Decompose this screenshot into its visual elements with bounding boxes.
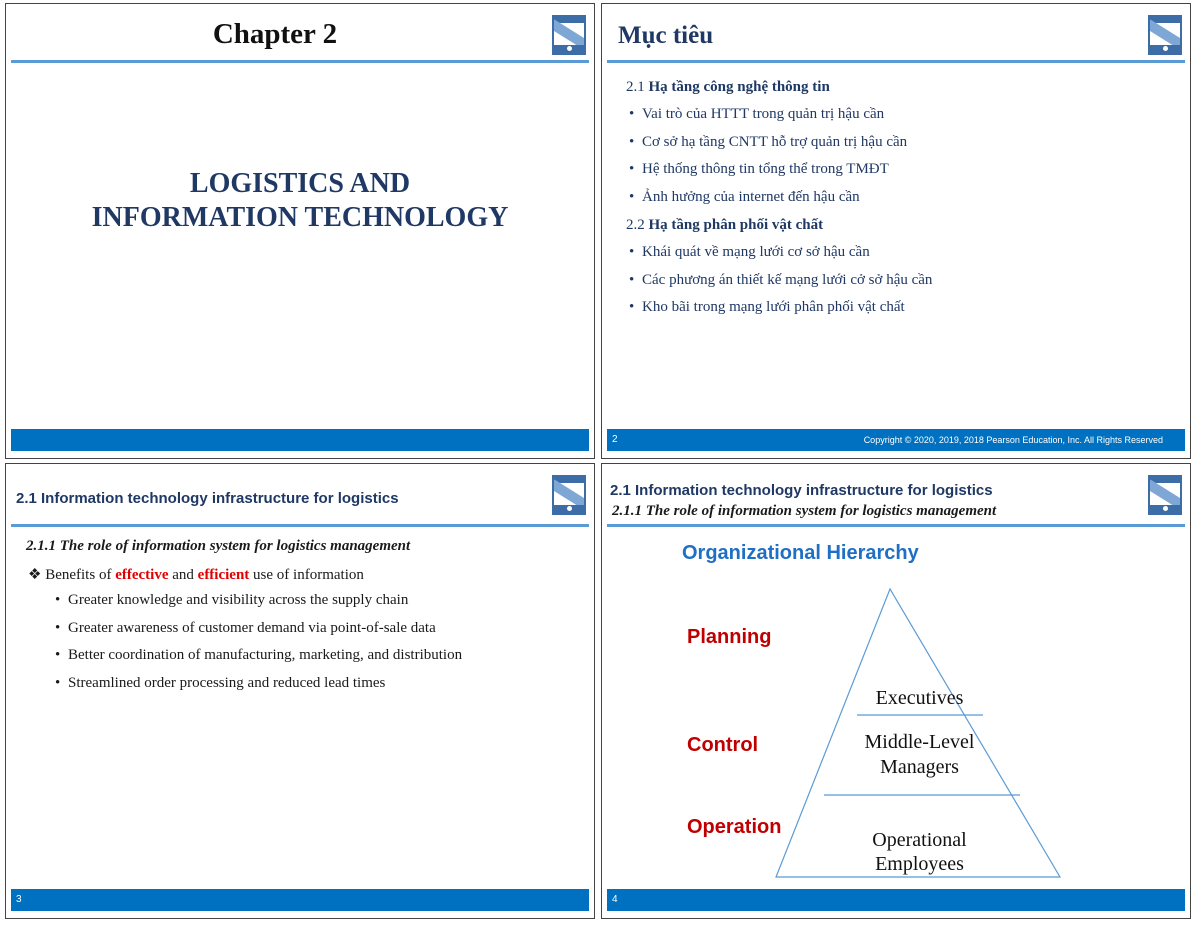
- level-operational-employees: [832, 828, 1007, 876]
- slide-1: [5, 3, 595, 459]
- benefits-text: use of information: [253, 567, 364, 583]
- title-divider: [607, 524, 1185, 527]
- slide-title: Mục tiêu: [618, 22, 714, 49]
- benefits-text: and: [172, 567, 194, 583]
- slide-subtitle: 2.1.1 The role of information system for logistics management: [612, 503, 997, 519]
- label-planning: Planning: [687, 626, 772, 648]
- list-item: • Greater awareness of customer demand via point-of-sale data: [68, 620, 462, 648]
- title-divider: [11, 60, 589, 63]
- slide-4: [601, 463, 1191, 919]
- list-item: • Khái quát về mạng lưới cơ sở hậu cần: [642, 244, 932, 272]
- diagram-title: Organizational Hierarchy: [682, 542, 919, 564]
- title-divider: [607, 60, 1185, 63]
- benefits-list: [68, 592, 462, 702]
- section-number: 2.1: [626, 79, 645, 95]
- section-2-2-list: [642, 244, 932, 327]
- slide-title: 2.1 Information technology infrastructure for logistics: [16, 490, 399, 507]
- slide-title: 2.1 Information technology infrastructure for logistics: [610, 482, 993, 499]
- list-item: • Kho bãi trong mạng lưới phân phối vật chất: [642, 299, 932, 327]
- slide-footer: [11, 429, 589, 451]
- level-middle-managers: [832, 730, 1007, 780]
- slide-3: [5, 463, 595, 919]
- list-item: • Better coordination of manufacturing, marketing, and distribution: [68, 647, 462, 675]
- section-number: 2.2: [626, 217, 645, 233]
- slide-subtitle: 2.1.1 The role of information system for logistics management: [26, 538, 411, 554]
- list-item: • Vai trò của HTTT trong quản trị hậu cần: [642, 106, 907, 134]
- label-control: Control: [687, 734, 759, 756]
- university-logo-icon: [1148, 15, 1182, 55]
- slide-footer: [11, 889, 589, 911]
- university-logo-icon: [552, 15, 586, 55]
- copyright-text: Copyright © 2020, 2019, 2018 Pearson Education, Inc. All Rights Reserved: [863, 435, 1163, 445]
- slide-2: [601, 3, 1191, 459]
- diamond-bullet-icon: ❖: [28, 567, 42, 583]
- benefits-text: Benefits of: [45, 567, 112, 583]
- list-item: • Cơ sở hạ tầng CNTT hỗ trợ quản trị hậu cần: [642, 134, 907, 162]
- section-heading-2-1: [626, 79, 830, 96]
- section-2-1-list: [642, 106, 907, 216]
- list-item: • Các phương án thiết kế mạng lưới cở sở hậu cần: [642, 272, 932, 300]
- slide-footer: [607, 429, 1185, 451]
- page-number: 2: [612, 434, 618, 445]
- page-number: 4: [612, 894, 618, 905]
- title-divider: [11, 524, 589, 527]
- page-number: 3: [16, 894, 22, 905]
- university-logo-icon: [1148, 475, 1182, 515]
- list-item: • Hệ thống thông tin tổng thể trong TMĐT: [642, 161, 907, 189]
- highlight-effective: effective: [115, 567, 169, 583]
- section-heading-2-2: [626, 217, 823, 234]
- section-label: Hạ tầng công nghệ thông tin: [648, 79, 830, 95]
- slide-title: Chapter 2: [212, 18, 338, 50]
- label-operation: Operation: [687, 816, 782, 838]
- highlight-efficient: efficient: [197, 567, 250, 583]
- level-text: Operational: [872, 829, 967, 851]
- level-text: Employees: [875, 853, 964, 875]
- list-item: • Greater knowledge and visibility across the supply chain: [68, 592, 462, 620]
- heading-line-2: INFORMATION TECHNOLOGY: [91, 202, 509, 233]
- level-text: Middle-Level: [864, 731, 975, 753]
- benefits-line: [28, 565, 364, 584]
- slide-footer: [607, 889, 1185, 911]
- chapter-heading: [6, 167, 594, 235]
- heading-line-1: LOGISTICS AND: [189, 168, 411, 199]
- section-label: Hạ tầng phân phối vật chất: [648, 217, 824, 233]
- university-logo-icon: [552, 475, 586, 515]
- level-text: Managers: [880, 756, 959, 778]
- list-item: • Ảnh hưởng của internet đến hậu cần: [642, 189, 907, 217]
- list-item: • Streamlined order processing and reduced lead times: [68, 675, 462, 703]
- level-executives: Executives: [875, 687, 964, 709]
